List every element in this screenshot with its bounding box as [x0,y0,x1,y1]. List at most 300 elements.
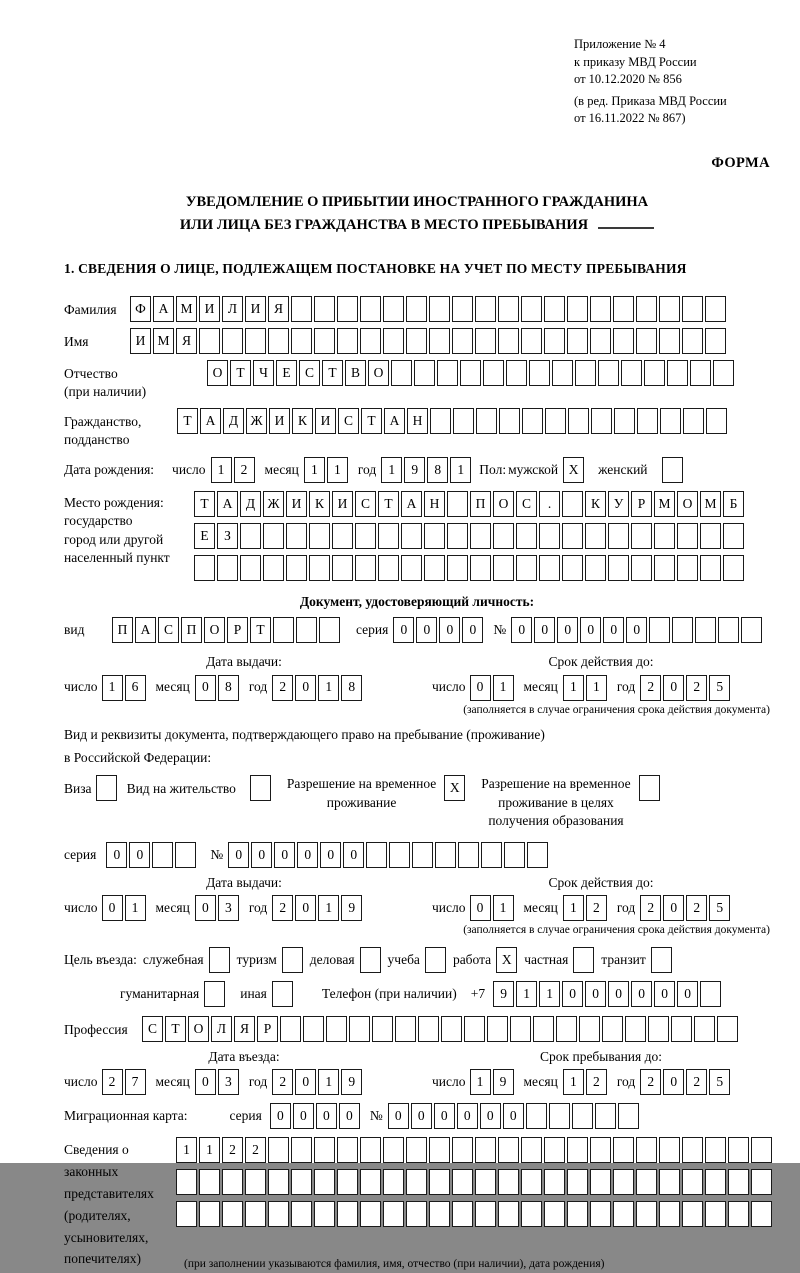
char-cell[interactable] [199,1201,220,1227]
char-cell[interactable] [366,842,387,868]
char-cell[interactable]: 0 [274,842,295,868]
char-cell[interactable]: 1 [493,675,514,701]
char-cell[interactable] [245,328,266,354]
char-cell[interactable] [355,555,376,581]
char-cell[interactable] [585,555,606,581]
sex-female-checkbox[interactable] [662,457,683,483]
char-cell[interactable] [695,617,716,643]
char-cell[interactable]: П [470,491,491,517]
char-cell[interactable]: 0 [562,981,583,1007]
char-cell[interactable] [222,328,243,354]
char-cell[interactable] [217,555,238,581]
char-cell[interactable]: Я [268,296,289,322]
char-cell[interactable]: К [292,408,313,434]
char-cell[interactable] [460,360,481,386]
char-cell[interactable]: 2 [234,457,255,483]
char-cell[interactable] [314,296,335,322]
char-cell[interactable]: 2 [272,895,293,921]
char-cell[interactable]: О [188,1016,209,1042]
char-cell[interactable]: У [608,491,629,517]
char-cell[interactable] [562,523,583,549]
char-cell[interactable] [199,1169,220,1195]
char-cell[interactable]: 0 [439,617,460,643]
temp-residence-edu-checkbox[interactable] [639,775,660,801]
char-cell[interactable]: 0 [316,1103,337,1129]
char-cell[interactable] [360,1201,381,1227]
char-cell[interactable] [552,360,573,386]
char-cell[interactable] [424,555,445,581]
purpose-tourism-checkbox[interactable] [282,947,303,973]
char-cell[interactable] [544,296,565,322]
char-cell[interactable] [516,523,537,549]
char-cell[interactable] [498,1169,519,1195]
char-cell[interactable]: 0 [388,1103,409,1129]
char-cell[interactable] [268,1137,289,1163]
char-cell[interactable]: Ж [263,491,284,517]
char-cell[interactable] [527,842,548,868]
char-cell[interactable] [273,617,294,643]
char-cell[interactable] [291,296,312,322]
char-cell[interactable] [499,408,520,434]
char-cell[interactable] [683,408,704,434]
char-cell[interactable] [504,842,525,868]
char-cell[interactable] [435,842,456,868]
char-cell[interactable] [590,296,611,322]
char-cell[interactable] [636,1137,657,1163]
char-cell[interactable] [659,296,680,322]
char-cell[interactable]: М [654,491,675,517]
char-cell[interactable] [337,1201,358,1227]
char-cell[interactable] [424,523,445,549]
char-cell[interactable]: С [299,360,320,386]
char-cell[interactable]: 0 [654,981,675,1007]
char-cell[interactable]: М [153,328,174,354]
purpose-study-checkbox[interactable] [425,947,446,973]
char-cell[interactable] [498,328,519,354]
char-cell[interactable]: А [153,296,174,322]
char-cell[interactable]: 1 [176,1137,197,1163]
char-cell[interactable] [506,360,527,386]
char-cell[interactable] [406,1201,427,1227]
char-cell[interactable] [222,1169,243,1195]
char-cell[interactable] [291,1137,312,1163]
temp-residence-checkbox[interactable]: X [444,775,465,801]
sex-male-checkbox[interactable]: X [563,457,584,483]
char-cell[interactable]: 2 [245,1137,266,1163]
char-cell[interactable] [175,842,196,868]
char-cell[interactable]: Я [234,1016,255,1042]
char-cell[interactable]: Ф [130,296,151,322]
char-cell[interactable] [314,1169,335,1195]
char-cell[interactable]: 0 [480,1103,501,1129]
char-cell[interactable] [332,555,353,581]
char-cell[interactable]: 1 [318,1069,339,1095]
char-cell[interactable] [349,1016,370,1042]
char-cell[interactable] [728,1201,749,1227]
char-cell[interactable]: 0 [416,617,437,643]
char-cell[interactable] [360,1137,381,1163]
char-cell[interactable] [395,1016,416,1042]
char-cell[interactable] [498,1137,519,1163]
char-cell[interactable]: 1 [563,1069,584,1095]
char-cell[interactable]: В [345,360,366,386]
char-cell[interactable] [378,555,399,581]
char-cell[interactable] [636,328,657,354]
char-cell[interactable] [337,1169,358,1195]
char-cell[interactable] [728,1137,749,1163]
char-cell[interactable] [199,328,220,354]
char-cell[interactable] [487,1016,508,1042]
char-cell[interactable] [452,328,473,354]
char-cell[interactable] [458,842,479,868]
char-cell[interactable] [649,617,670,643]
char-cell[interactable] [337,328,358,354]
char-cell[interactable]: 0 [608,981,629,1007]
char-cell[interactable] [723,523,744,549]
char-cell[interactable]: 1 [304,457,325,483]
char-cell[interactable] [326,1016,347,1042]
char-cell[interactable] [705,296,726,322]
char-cell[interactable] [447,491,468,517]
char-cell[interactable] [441,1016,462,1042]
char-cell[interactable] [291,328,312,354]
char-cell[interactable]: 0 [462,617,483,643]
char-cell[interactable]: 2 [686,1069,707,1095]
char-cell[interactable] [723,555,744,581]
char-cell[interactable] [690,360,711,386]
char-cell[interactable] [614,408,635,434]
char-cell[interactable]: 0 [603,617,624,643]
char-cell[interactable]: 0 [457,1103,478,1129]
char-cell[interactable]: 1 [493,895,514,921]
char-cell[interactable] [429,1137,450,1163]
char-cell[interactable]: С [142,1016,163,1042]
char-cell[interactable] [493,523,514,549]
char-cell[interactable] [682,296,703,322]
char-cell[interactable] [319,617,340,643]
purpose-work-checkbox[interactable]: X [496,947,517,973]
char-cell[interactable]: 2 [686,895,707,921]
char-cell[interactable] [751,1201,772,1227]
char-cell[interactable] [429,1201,450,1227]
char-cell[interactable]: О [368,360,389,386]
char-cell[interactable] [700,523,721,549]
char-cell[interactable]: 0 [663,895,684,921]
char-cell[interactable] [429,328,450,354]
char-cell[interactable] [291,1201,312,1227]
char-cell[interactable] [544,1169,565,1195]
char-cell[interactable]: 5 [709,1069,730,1095]
char-cell[interactable] [567,1137,588,1163]
char-cell[interactable]: 0 [228,842,249,868]
char-cell[interactable]: 0 [339,1103,360,1129]
char-cell[interactable]: Ж [246,408,267,434]
char-cell[interactable] [452,1201,473,1227]
char-cell[interactable]: Т [194,491,215,517]
char-cell[interactable] [152,842,173,868]
char-cell[interactable] [705,328,726,354]
char-cell[interactable]: 0 [270,1103,291,1129]
char-cell[interactable] [654,523,675,549]
char-cell[interactable]: И [245,296,266,322]
char-cell[interactable]: 0 [411,1103,432,1129]
char-cell[interactable] [705,1201,726,1227]
char-cell[interactable]: О [493,491,514,517]
char-cell[interactable] [268,1201,289,1227]
char-cell[interactable]: 0 [663,1069,684,1095]
char-cell[interactable] [176,1169,197,1195]
char-cell[interactable] [671,1016,692,1042]
char-cell[interactable]: 0 [626,617,647,643]
char-cell[interactable] [498,296,519,322]
char-cell[interactable] [590,328,611,354]
char-cell[interactable]: 0 [470,675,491,701]
char-cell[interactable]: Р [257,1016,278,1042]
char-cell[interactable] [728,1169,749,1195]
char-cell[interactable]: Д [223,408,244,434]
char-cell[interactable]: 0 [295,895,316,921]
char-cell[interactable] [700,555,721,581]
char-cell[interactable] [470,555,491,581]
char-cell[interactable]: 0 [534,617,555,643]
char-cell[interactable]: М [176,296,197,322]
char-cell[interactable]: 7 [125,1069,146,1095]
char-cell[interactable] [521,1137,542,1163]
char-cell[interactable] [222,1201,243,1227]
char-cell[interactable]: 9 [341,895,362,921]
char-cell[interactable] [291,1169,312,1195]
char-cell[interactable] [286,555,307,581]
char-cell[interactable] [567,296,588,322]
char-cell[interactable] [360,296,381,322]
char-cell[interactable]: 2 [640,1069,661,1095]
char-cell[interactable] [401,555,422,581]
char-cell[interactable]: Л [211,1016,232,1042]
char-cell[interactable] [544,1137,565,1163]
char-cell[interactable] [475,296,496,322]
char-cell[interactable] [545,408,566,434]
purpose-other-checkbox[interactable] [272,981,293,1007]
char-cell[interactable]: Н [407,408,428,434]
char-cell[interactable]: Ч [253,360,274,386]
char-cell[interactable]: . [539,491,560,517]
char-cell[interactable] [263,523,284,549]
char-cell[interactable]: Д [240,491,261,517]
char-cell[interactable] [613,296,634,322]
char-cell[interactable] [562,555,583,581]
char-cell[interactable] [591,408,612,434]
char-cell[interactable]: Т [177,408,198,434]
char-cell[interactable]: 2 [640,675,661,701]
char-cell[interactable]: О [677,491,698,517]
char-cell[interactable]: 2 [586,895,607,921]
residence-permit-checkbox[interactable] [250,775,271,801]
char-cell[interactable]: 6 [125,675,146,701]
char-cell[interactable] [625,1016,646,1042]
char-cell[interactable] [631,523,652,549]
char-cell[interactable]: 1 [211,457,232,483]
char-cell[interactable]: 0 [470,895,491,921]
char-cell[interactable]: 0 [295,1069,316,1095]
char-cell[interactable]: 8 [427,457,448,483]
char-cell[interactable] [378,523,399,549]
char-cell[interactable]: 1 [516,981,537,1007]
char-cell[interactable]: 3 [218,1069,239,1095]
char-cell[interactable]: И [130,328,151,354]
char-cell[interactable]: Л [222,296,243,322]
char-cell[interactable] [751,1137,772,1163]
char-cell[interactable] [682,1169,703,1195]
char-cell[interactable]: С [355,491,376,517]
char-cell[interactable]: 0 [343,842,364,868]
char-cell[interactable] [414,360,435,386]
char-cell[interactable]: И [286,491,307,517]
char-cell[interactable]: З [217,523,238,549]
char-cell[interactable] [667,360,688,386]
char-cell[interactable] [314,1137,335,1163]
char-cell[interactable] [372,1016,393,1042]
char-cell[interactable]: К [585,491,606,517]
char-cell[interactable] [389,842,410,868]
char-cell[interactable] [579,1016,600,1042]
char-cell[interactable] [717,1016,738,1042]
char-cell[interactable] [481,842,502,868]
char-cell[interactable]: А [401,491,422,517]
char-cell[interactable] [314,328,335,354]
char-cell[interactable]: 1 [102,675,123,701]
char-cell[interactable]: 2 [222,1137,243,1163]
char-cell[interactable]: Т [230,360,251,386]
char-cell[interactable] [296,617,317,643]
char-cell[interactable] [682,1201,703,1227]
char-cell[interactable]: И [269,408,290,434]
char-cell[interactable] [660,408,681,434]
char-cell[interactable]: 0 [251,842,272,868]
char-cell[interactable]: 0 [663,675,684,701]
char-cell[interactable] [383,328,404,354]
char-cell[interactable] [533,1016,554,1042]
char-cell[interactable] [682,328,703,354]
char-cell[interactable] [510,1016,531,1042]
char-cell[interactable] [705,1137,726,1163]
char-cell[interactable] [475,1137,496,1163]
char-cell[interactable]: А [135,617,156,643]
char-cell[interactable]: 5 [709,895,730,921]
char-cell[interactable]: Р [631,491,652,517]
char-cell[interactable] [309,523,330,549]
char-cell[interactable] [452,1169,473,1195]
char-cell[interactable]: 0 [129,842,150,868]
char-cell[interactable] [470,523,491,549]
char-cell[interactable] [268,328,289,354]
char-cell[interactable]: С [158,617,179,643]
char-cell[interactable] [303,1016,324,1042]
char-cell[interactable]: А [217,491,238,517]
char-cell[interactable] [659,1201,680,1227]
char-cell[interactable]: П [181,617,202,643]
char-cell[interactable] [613,1169,634,1195]
char-cell[interactable]: 0 [580,617,601,643]
char-cell[interactable] [636,1201,657,1227]
char-cell[interactable] [677,523,698,549]
char-cell[interactable] [383,1137,404,1163]
char-cell[interactable] [694,1016,715,1042]
char-cell[interactable] [521,1201,542,1227]
char-cell[interactable] [590,1169,611,1195]
char-cell[interactable]: 0 [503,1103,524,1129]
char-cell[interactable] [706,408,727,434]
char-cell[interactable] [575,360,596,386]
char-cell[interactable]: Е [194,523,215,549]
char-cell[interactable]: 0 [631,981,652,1007]
char-cell[interactable]: 9 [493,1069,514,1095]
char-cell[interactable] [314,1201,335,1227]
char-cell[interactable]: И [199,296,220,322]
char-cell[interactable]: 1 [586,675,607,701]
char-cell[interactable]: 9 [341,1069,362,1095]
char-cell[interactable] [741,617,762,643]
char-cell[interactable] [659,1137,680,1163]
char-cell[interactable]: 9 [493,981,514,1007]
char-cell[interactable]: 2 [272,675,293,701]
char-cell[interactable] [418,1016,439,1042]
char-cell[interactable]: 0 [293,1103,314,1129]
char-cell[interactable] [429,1169,450,1195]
char-cell[interactable] [539,555,560,581]
char-cell[interactable] [602,1016,623,1042]
char-cell[interactable]: 8 [218,675,239,701]
char-cell[interactable] [659,1169,680,1195]
char-cell[interactable]: 1 [470,1069,491,1095]
char-cell[interactable]: 1 [318,895,339,921]
char-cell[interactable] [475,1169,496,1195]
char-cell[interactable] [682,1137,703,1163]
char-cell[interactable] [401,523,422,549]
char-cell[interactable] [567,1201,588,1227]
char-cell[interactable] [453,408,474,434]
char-cell[interactable] [406,1169,427,1195]
char-cell[interactable] [631,555,652,581]
char-cell[interactable]: 2 [272,1069,293,1095]
char-cell[interactable] [521,296,542,322]
char-cell[interactable]: 1 [199,1137,220,1163]
char-cell[interactable]: О [204,617,225,643]
char-cell[interactable] [549,1103,570,1129]
char-cell[interactable] [648,1016,669,1042]
char-cell[interactable]: 0 [297,842,318,868]
char-cell[interactable] [608,523,629,549]
char-cell[interactable]: 0 [677,981,698,1007]
char-cell[interactable] [309,555,330,581]
char-cell[interactable]: И [315,408,336,434]
char-cell[interactable] [516,555,537,581]
char-cell[interactable] [539,523,560,549]
char-cell[interactable]: А [384,408,405,434]
char-cell[interactable]: 9 [404,457,425,483]
char-cell[interactable] [568,408,589,434]
char-cell[interactable]: С [338,408,359,434]
char-cell[interactable] [483,360,504,386]
char-cell[interactable] [447,523,468,549]
char-cell[interactable] [521,1169,542,1195]
char-cell[interactable] [700,981,721,1007]
purpose-transit-checkbox[interactable] [651,947,672,973]
char-cell[interactable] [713,360,734,386]
char-cell[interactable] [522,408,543,434]
char-cell[interactable]: 1 [563,675,584,701]
char-cell[interactable] [521,328,542,354]
purpose-business-checkbox[interactable] [360,947,381,973]
